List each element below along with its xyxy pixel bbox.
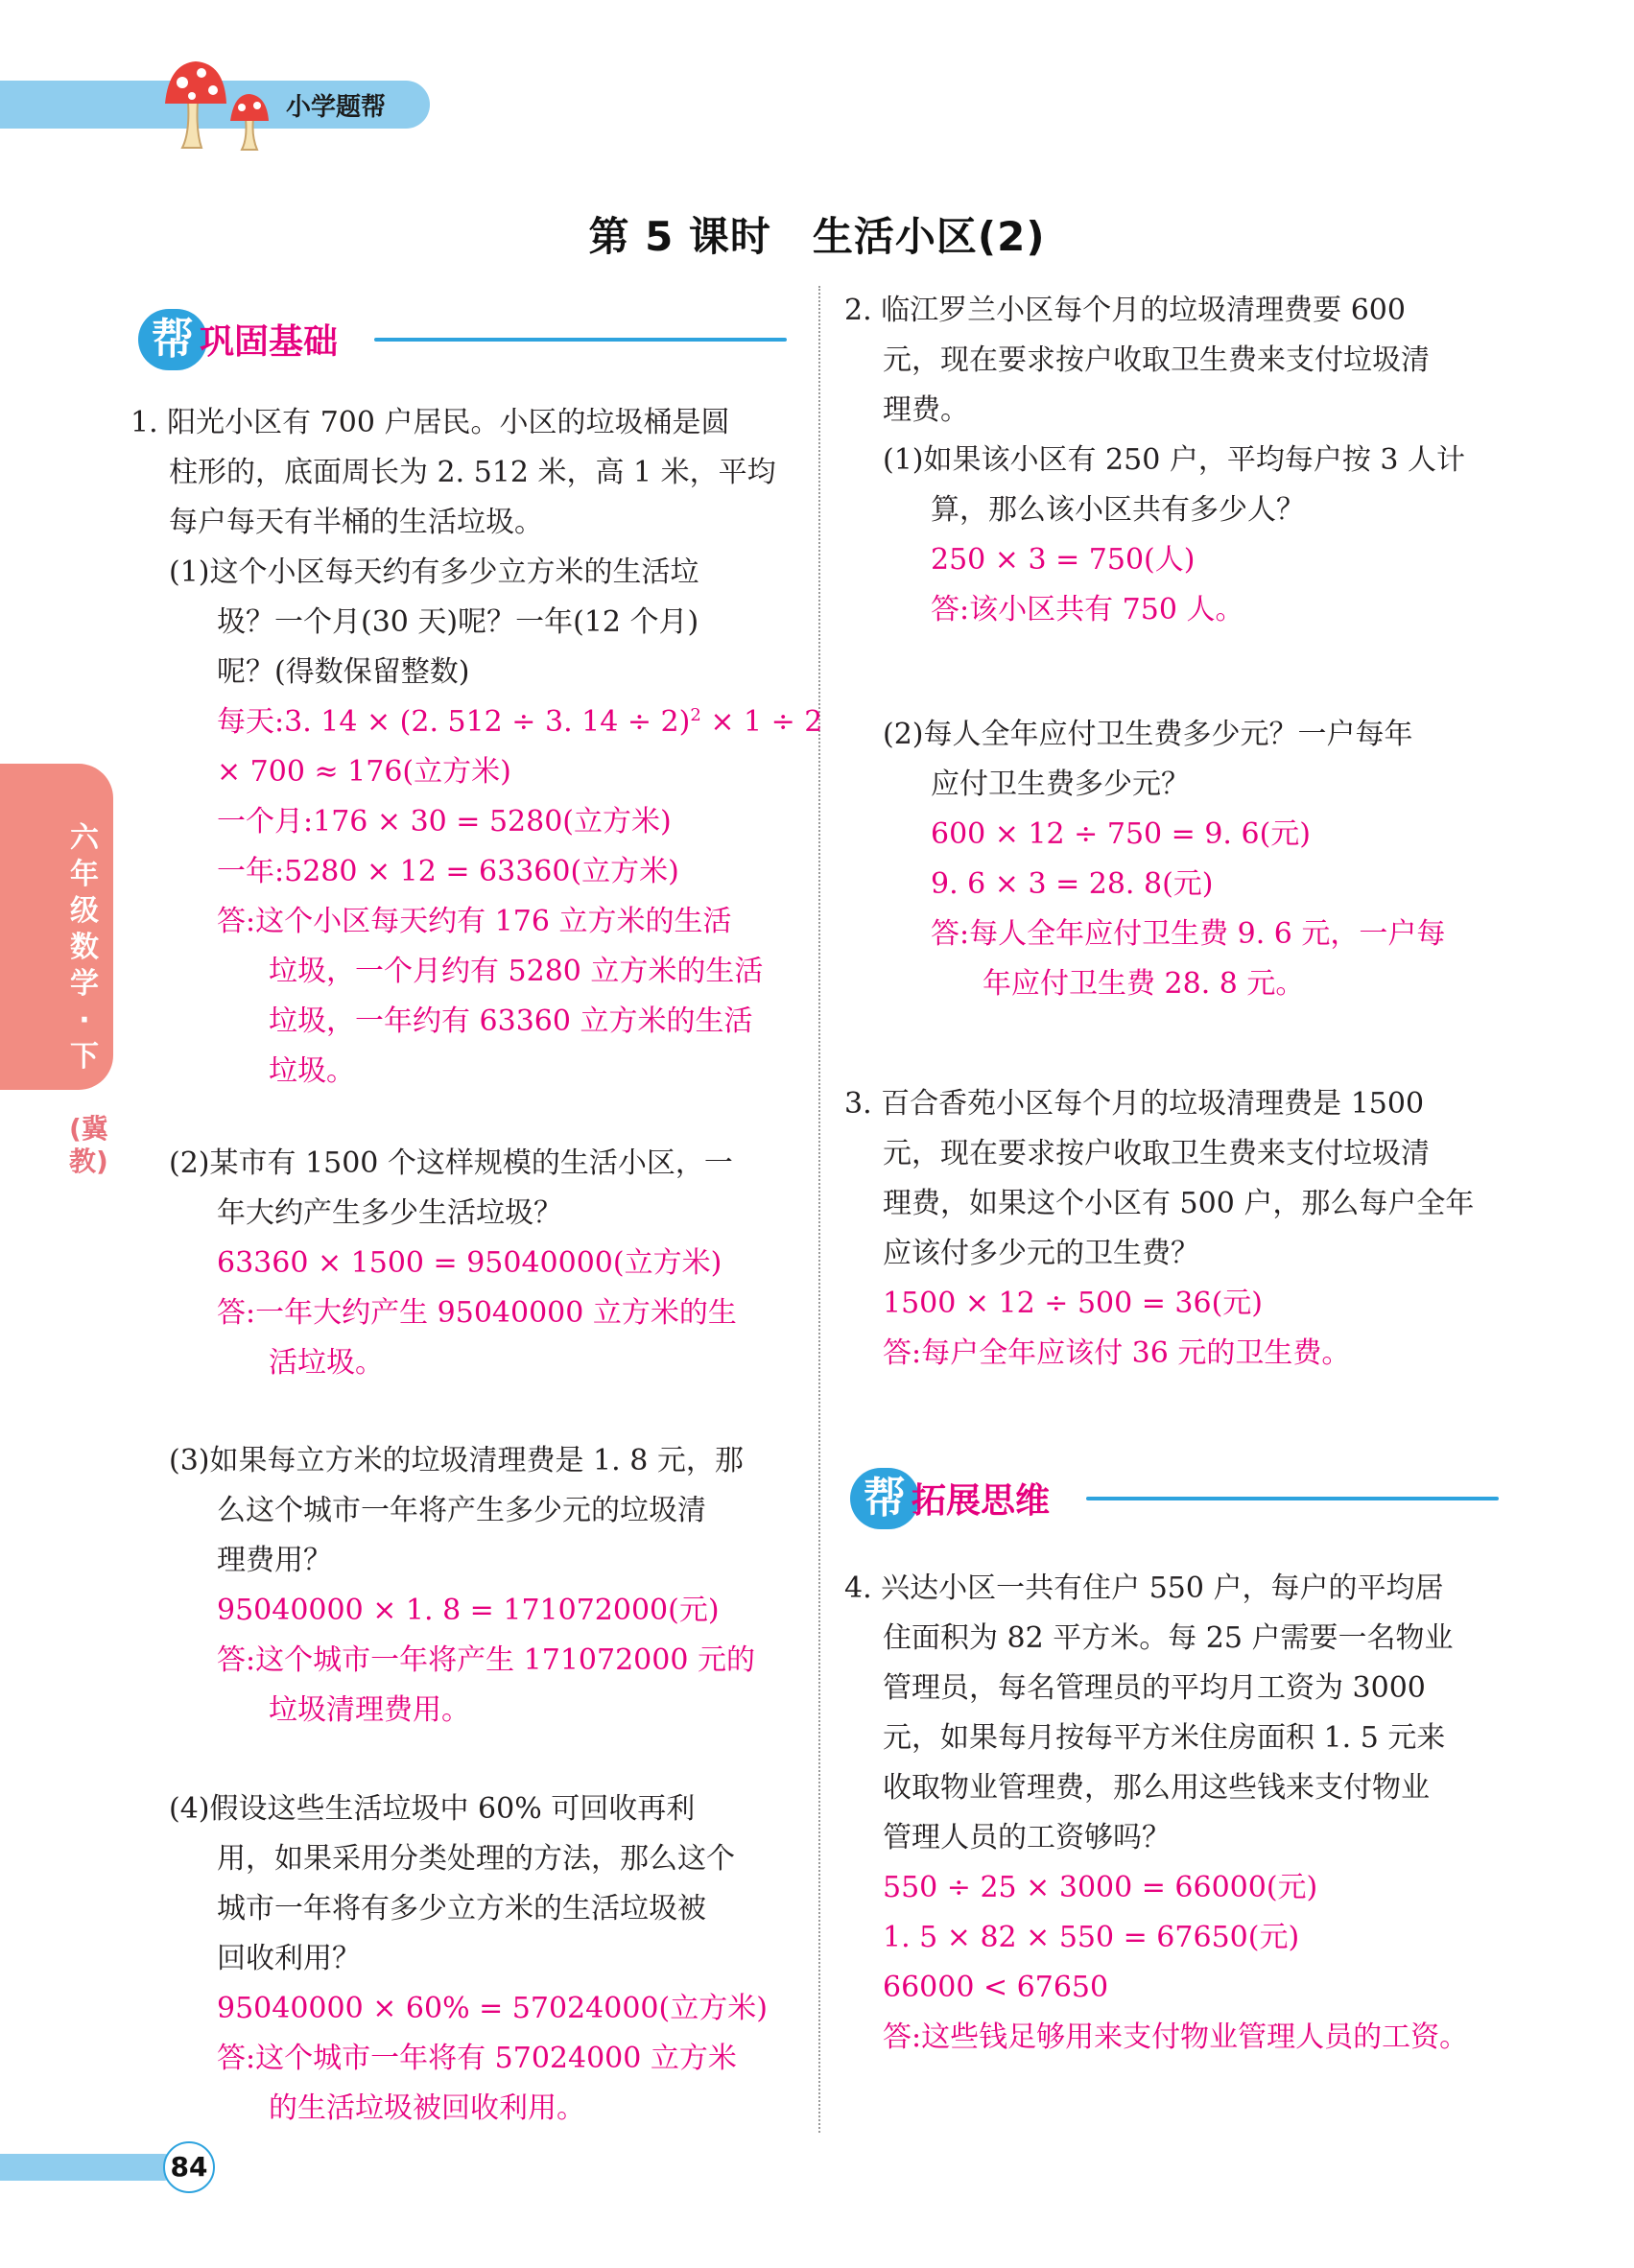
section-rule <box>374 338 787 342</box>
q1-p3-answer: 答:这个城市一年将产生 171072000 元的 <box>217 1643 755 1677</box>
q4-calc-2: 1. 5 × 82 × 550 = 67650(元) <box>883 1921 1300 1954</box>
q3-calc: 1500 × 12 ÷ 500 = 36(元) <box>883 1287 1263 1320</box>
question-1-part-2 <box>130 1139 802 1388</box>
q1-p1-question: (1)这个小区每天约有多少立方米的生活垃 <box>169 555 699 589</box>
column-divider <box>818 286 820 2133</box>
q1-p3-question: 理费用？ <box>217 1544 332 1577</box>
q2-p2-question: (2)每人全年应付卫生费多少元？一户每年 <box>883 718 1413 751</box>
q1-p3-calc: 95040000 × 1. 8 = 171072000(元) <box>217 1594 720 1627</box>
q1-p2-answer: 活垃圾。 <box>269 1346 384 1380</box>
q1-stem-line: 每户每天有半桶的生活垃圾。 <box>169 506 543 539</box>
section-badge: 帮 <box>850 1468 919 1529</box>
q1-p2-calc: 63360 × 1500 = 95040000(立方米) <box>217 1246 722 1280</box>
q3-stem-line: 3. 百合香苑小区每个月的垃圾清理费是 1500 <box>844 1087 1425 1121</box>
q4-stem-line: 管理人员的工资够吗？ <box>883 1821 1171 1855</box>
q1-p4-answer: 的生活垃圾被回收利用。 <box>269 2091 585 2125</box>
q1-p3-question: 么这个城市一年将产生多少元的垃圾清 <box>217 1494 706 1527</box>
question-1-part-3 <box>130 1436 802 1736</box>
q4-stem-line: 住面积为 82 平方米。每 25 户需要一名物业 <box>883 1621 1454 1655</box>
section-basics <box>138 309 787 370</box>
side-tab-grade: 六年级数学·下 <box>70 821 99 1074</box>
q1-p1-calc-day-exp: 2 <box>690 705 701 725</box>
q1-stem-line: 柱形的，底面周长为 2. 512 米，高 1 米，平均 <box>169 456 776 489</box>
q4-stem-line: 管理员，每名管理员的平均月工资为 3000 <box>883 1671 1426 1705</box>
q3-stem-line: 元，现在要求按户收取卫生费来支付垃圾清 <box>883 1137 1430 1170</box>
question-3 <box>844 1079 1516 1379</box>
q4-calc-1: 550 ÷ 25 × 3000 = 66000(元) <box>883 1871 1318 1904</box>
q2-p1-answer: 答:该小区共有 750 人。 <box>931 593 1244 626</box>
q2-p1-question: (1)如果该小区有 250 户，平均每户按 3 人计 <box>883 443 1465 477</box>
q3-stem-line: 理费，如果这个小区有 500 户，那么每户全年 <box>883 1187 1475 1220</box>
q2-stem-line: 元，现在要求按户收取卫生费来支付垃圾清 <box>883 343 1430 377</box>
q1-stem-line: 1. 阳光小区有 700 户居民。小区的垃圾桶是圆 <box>130 406 730 439</box>
question-2 <box>844 286 1516 635</box>
page-number: 84 <box>163 2141 215 2193</box>
q1-p3-answer: 垃圾清理费用。 <box>269 1693 470 1727</box>
mushroom-icon <box>161 56 286 152</box>
question-1-part-4 <box>130 1784 802 2134</box>
q1-p2-question: (2)某市有 1500 个这样规模的生活小区，一 <box>169 1146 733 1180</box>
q1-p1-answer: 答:这个小区每天约有 176 立方米的生活 <box>217 905 732 938</box>
question-1 <box>130 398 823 1097</box>
q1-p1-answer: 垃圾，一个月约有 5280 立方米的生活 <box>269 955 764 988</box>
section-label: 巩固基础 <box>200 322 339 362</box>
q1-p1-calc-day-2: × 700 ≈ 176(立方米) <box>217 755 511 789</box>
question-4 <box>844 1564 1516 2063</box>
q1-p2-answer: 答:一年大约产生 95040000 立方米的生 <box>217 1296 737 1330</box>
q2-p2-calc-2: 9. 6 × 3 = 28. 8(元) <box>931 867 1214 901</box>
q1-p1-question: 圾？一个月(30 天)呢？一年(12 个月) <box>217 605 699 639</box>
q1-p4-question: (4)假设这些生活垃圾中 60% 可回收再利 <box>169 1792 696 1826</box>
section-extend <box>850 1468 1499 1529</box>
question-2-part-2 <box>844 710 1516 1009</box>
q2-p2-calc-1: 600 × 12 ÷ 750 = 9. 6(元) <box>931 817 1311 851</box>
q2-stem-line: 理费。 <box>883 393 969 427</box>
q2-stem-line: 2. 临江罗兰小区每个月的垃圾清理费要 600 <box>844 294 1406 327</box>
q1-p3-question: (3)如果每立方米的垃圾清理费是 1. 8 元，那 <box>169 1444 744 1477</box>
q1-p1-calc-day-b: × 1 ÷ 2 <box>700 705 823 739</box>
q1-p1-calc-day <box>130 697 823 747</box>
q3-stem-line: 应该付多少元的卫生费？ <box>883 1237 1199 1270</box>
q3-answer: 答:每户全年应该付 36 元的卫生费。 <box>883 1336 1351 1370</box>
q1-p1-answer: 垃圾。 <box>269 1054 355 1088</box>
q1-p4-question: 用，如果采用分类处理的方法，那么这个 <box>217 1842 735 1876</box>
q1-p2-question: 年大约产生多少生活垃圾？ <box>217 1196 562 1230</box>
q1-p1-calc-year: 一年:5280 × 12 = 63360(立方米) <box>217 855 679 888</box>
side-tab-edition: (冀教) <box>69 1113 108 1177</box>
q1-p4-question: 城市一年将有多少立方米的生活垃圾被 <box>217 1892 706 1925</box>
q4-calc-3: 66000 < 67650 <box>883 1971 1109 2004</box>
q1-p1-calc-month: 一个月:176 × 30 = 5280(立方米) <box>217 805 672 839</box>
q4-stem-line: 收取物业管理费，那么用这些钱来支付物业 <box>883 1771 1430 1805</box>
q2-p2-question: 应付卫生费多少元？ <box>931 768 1190 801</box>
q4-stem-line: 4. 兴达小区一共有住户 550 户，每户的平均居 <box>844 1571 1444 1605</box>
q4-stem-line: 元，如果每月按每平方米住房面积 1. 5 元来 <box>883 1721 1446 1755</box>
q1-p1-answer: 垃圾，一年约有 63360 立方米的生活 <box>269 1004 753 1038</box>
q1-p1-calc-day-a: 每天:3. 14 × (2. 512 ÷ 3. 14 ÷ 2) <box>217 705 691 739</box>
q2-p2-answer: 答:每人全年应付卫生费 9. 6 元，一户每 <box>931 917 1446 951</box>
brand-name: 小学题帮 <box>286 93 387 122</box>
section-rule <box>1086 1497 1499 1500</box>
q4-answer: 答:这些钱足够用来支付物业管理人员的工资。 <box>883 2020 1469 2054</box>
section-label: 拓展思维 <box>912 1481 1051 1521</box>
q2-p1-calc: 250 × 3 = 750(人) <box>931 543 1196 577</box>
q2-p2-answer: 年应付卫生费 28. 8 元。 <box>983 967 1305 1001</box>
q1-p4-calc: 95040000 × 60% = 57024000(立方米) <box>217 1992 768 2025</box>
section-badge: 帮 <box>138 309 207 370</box>
q1-p1-question: 呢？(得数保留整数) <box>217 655 470 689</box>
q1-p4-question: 回收利用？ <box>217 1942 361 1975</box>
footer-band <box>0 2154 178 2181</box>
page-title: 第 5 课时 生活小区(2) <box>588 213 1046 260</box>
q2-p1-question: 算，那么该小区共有多少人？ <box>931 493 1305 527</box>
q1-p4-answer: 答:这个城市一年将有 57024000 立方米 <box>217 2042 737 2075</box>
